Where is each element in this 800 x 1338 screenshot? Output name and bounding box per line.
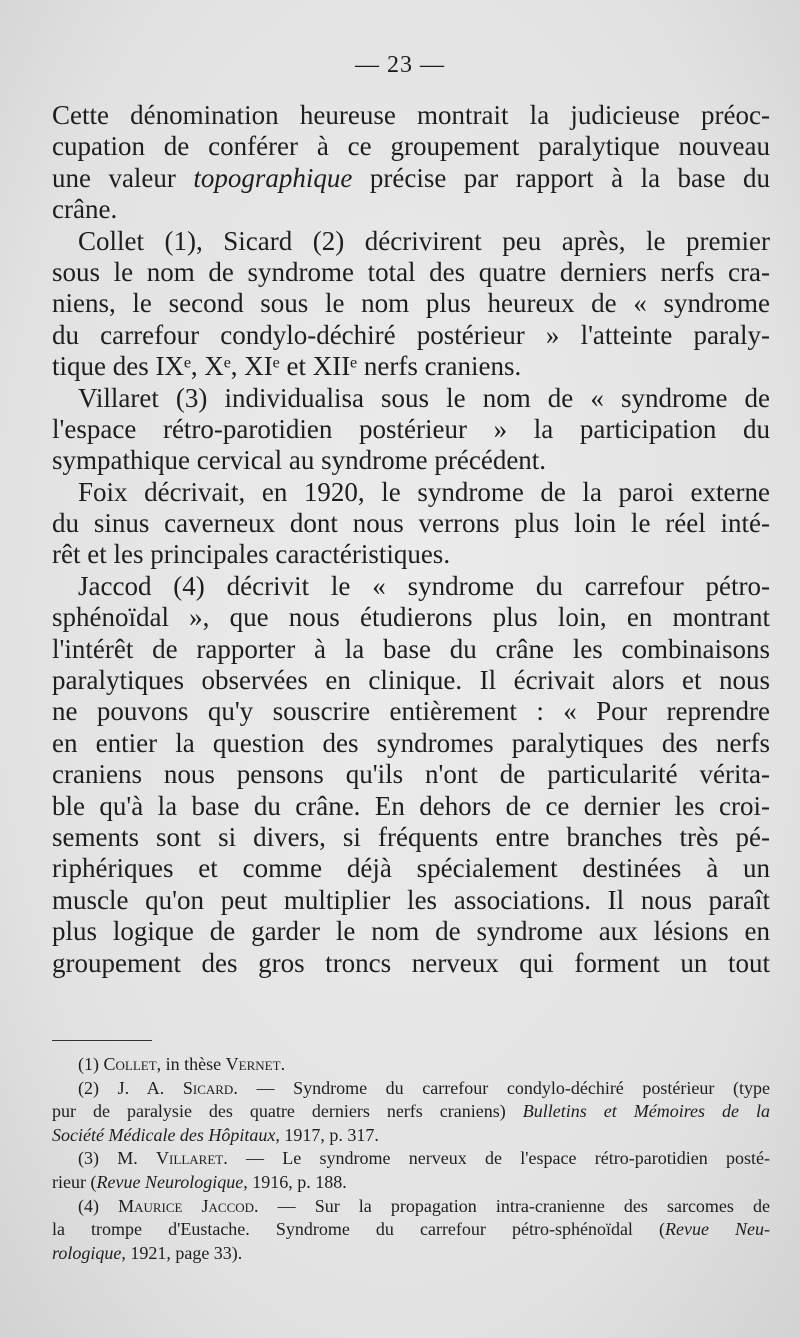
footnote-rule — [52, 1040, 152, 1041]
page-number: — 23 — — [355, 52, 445, 78]
text-line: sphénoïdal », que nous étudierons plus loin, en montrant — [52, 602, 770, 633]
author-name: Collet — [103, 1054, 157, 1074]
text-line: rêt et les principales caractéristiques. — [52, 539, 451, 570]
footnotes — [52, 1053, 770, 1265]
author-name: Villaret — [156, 1148, 224, 1169]
text-line: muscle qu'on peut multiplier les associations. Il nous paraît — [52, 884, 770, 915]
author-name: Maurice Jaccod — [118, 1195, 255, 1216]
text-line: crâne. — [52, 194, 118, 225]
text-line: groupement des gros troncs nerveux qui forment un tout — [52, 947, 770, 978]
footnote-line: (4) Maurice Jaccod. — Sur la propagation intra-cranienne des sarcomes de — [78, 1195, 770, 1216]
footnote-line: Société Médicale des Hôpitaux, 1917, p. 317. — [52, 1124, 379, 1145]
body-text — [52, 100, 770, 979]
italic-text: rologique — [52, 1242, 122, 1263]
text-line: plus logique de garder le nom de syndrome aux lésions en — [52, 916, 770, 947]
italic-text: Bulletins et Mémoires de la — [522, 1101, 770, 1122]
text-line: Foix décrivait, en 1920, le syndrome de la paroi externe — [78, 476, 770, 507]
italic-text: topographique — [193, 162, 353, 193]
text-line: Collet (1), Sicard (2) décrivirent peu après, le premier — [78, 225, 770, 256]
footnote-line: (3) M. Villaret. — Le syndrome nerveux de l'espace rétro-parotidien posté- — [78, 1148, 770, 1169]
italic-text: Revue Neu- — [664, 1219, 770, 1240]
text-line: sous le nom de syndrome total des quatre derniers nerfs cra- — [52, 256, 770, 287]
author-name: Sicard — [182, 1077, 234, 1098]
text-line: du sinus caverneux dont nous verrons plus loin le réel inté- — [52, 508, 770, 539]
footnote-line: rologique, 1921, page 33). — [52, 1242, 243, 1263]
text-line: une valeur topographique précise par rapport à la base du — [52, 162, 770, 193]
text-line: craniens nous pensons qu'ils n'ont de particularité vérita- — [52, 759, 770, 790]
footnote-line: rieur (Revue Neurologique, 1916, p. 188. — [52, 1171, 347, 1192]
text-line: l'espace rétro-parotidien postérieur » la participation du — [52, 413, 770, 444]
text-line: paralytiques observées en clinique. Il écrivait alors et nous — [52, 665, 770, 696]
text-line: cupation de conférer à ce groupement paralytique nouveau — [52, 131, 770, 162]
text-line: Cette dénomination heureuse montrait la judicieuse préoc- — [52, 100, 770, 130]
text-line: riphériques et comme déjà spécialement destinées à un — [52, 853, 770, 884]
text-line: l'intérêt de rapporter à la base du crâne les combinaisons — [52, 633, 770, 664]
text-line: tique des IXᵉ, Xᵉ, XIᵉ et XIIᵉ nerfs craniens. — [52, 351, 522, 382]
text-line: niens, le second sous le nom plus heureux de « syndrome — [52, 288, 770, 319]
text-line: sympathique cervical au syndrome précédent. — [52, 445, 547, 476]
footnote-line: (1) Collet, in thèse Vernet. — [78, 1054, 286, 1074]
italic-text: Société Médicale des Hôpitaux — [52, 1124, 276, 1145]
text-line: ne pouvons qu'y souscrire entièrement : « Pour reprendre — [52, 696, 770, 727]
footnote-line: la trompe d'Eustache. Syndrome du carrefour pétro-sphénoïdal (Revue Neu- — [52, 1219, 770, 1240]
footnote-line: (2) J. A. Sicard. — Syndrome du carrefour condylo-déchiré postérieur (type — [78, 1077, 770, 1098]
text-line: sements sont si divers, si fréquents entre branches très pé- — [52, 821, 770, 852]
text-line: du carrefour condylo-déchiré postérieur » l'atteinte paraly- — [52, 319, 770, 350]
italic-text: Revue Neurologique — [96, 1171, 244, 1192]
text-line: Villaret (3) individualisa sous le nom de « syndrome de — [78, 382, 770, 413]
text-line: ble qu'à la base du crâne. En dehors de ce dernier les croi- — [52, 790, 770, 821]
footnote-line: pur de paralysie des quatre derniers nerfs craniens) Bulletins et Mémoires de la — [52, 1101, 770, 1122]
text-line: Jaccod (4) décrivit le « syndrome du carrefour pétro- — [78, 570, 770, 601]
text-line: en entier la question des syndromes paralytiques des nerfs — [52, 727, 770, 758]
author-name: Vernet — [225, 1054, 281, 1074]
